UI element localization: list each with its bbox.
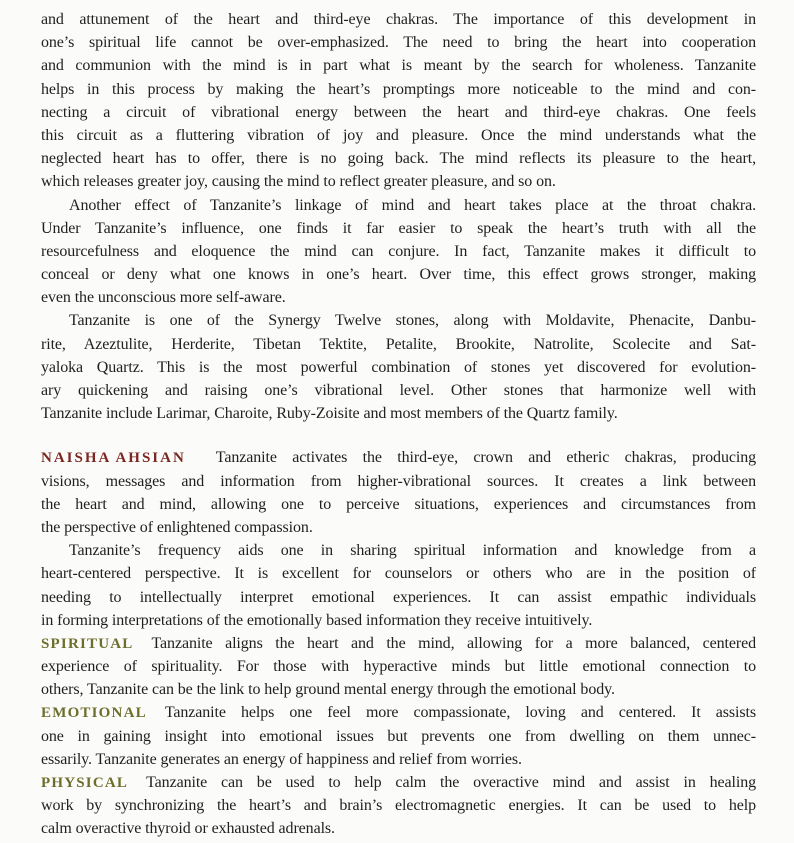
text-line: heart-centered perspective. It is excellent for counselors or others who are in the position of <box>41 565 756 583</box>
text-span: Tanzanite aligns the heart and the mind, allowing for a more balanced, centered <box>151 634 756 652</box>
text-line: in forming interpretations of the emotionally based information they receive intuitively. <box>41 611 593 629</box>
text-line <box>41 771 756 794</box>
text-line: Another effect of Tanzanite’s linkage of mind and heart takes place at the throat chakra. <box>69 196 756 214</box>
section-spiritual <box>41 632 756 702</box>
text-line: calm overactive thyroid or exhausted adrenals. <box>41 820 335 838</box>
text-line: ary quickening and raising one’s vibrational level. Other stones that harmonize well with <box>41 382 756 399</box>
paragraph-throat-chakra <box>41 194 756 310</box>
text-line: and communion with the mind is in part what is meant by the search for wholeness. Tanzanite <box>41 57 756 75</box>
text-line: neglected heart has to offer, there is no going back. The mind reflects its pleasure to the heart, <box>41 150 756 168</box>
author-heading: NAISHA AHSIAN <box>41 450 186 467</box>
text-line: essarily. Tanzanite generates an energy of happiness and relief from worries. <box>41 750 522 768</box>
text-line: others, Tanzanite can be the link to help ground mental energy through the emotional body. <box>41 681 615 699</box>
text-line: Under Tanzanite’s influence, one finds it far easier to speak the heart’s truth with all the <box>41 219 756 237</box>
text-line: Tanzanite is one of the Synergy Twelve stones, along with Moldavite, Phenacite, Danbu- <box>69 312 756 330</box>
section-physical <box>41 771 756 841</box>
text-line: even the unconscious more self-aware. <box>41 289 286 307</box>
text-line: and attunement of the heart and third-eye chakras. The importance of this development in <box>41 11 756 28</box>
text-span: Tanzanite helps one feel more compassionate, loving and centered. It assists <box>164 704 756 722</box>
text-line: which releases greater joy, causing the mind to reflect greater pleasure, and so on. <box>41 173 556 191</box>
text-line: Tanzanite include Larimar, Charoite, Ruby-Zoisite and most members of the Quartz family. <box>41 405 618 423</box>
spiritual-heading: SPIRITUAL <box>41 635 134 652</box>
text-line: Tanzanite’s frequency aids one in sharing spiritual information and knowledge from a <box>69 542 756 560</box>
text-line: yaloka Quartz. This is the most powerful combination of stones yet discovered for evolution- <box>41 358 756 376</box>
text-span: Tanzanite activates the third-eye, crown and etheric chakras, producing <box>215 449 756 467</box>
paragraph-synergy-twelve <box>41 309 756 425</box>
text-line <box>41 632 756 655</box>
text-line: work by synchronizing the heart’s and brain’s electromagnetic energies. It can be used to help <box>41 797 756 815</box>
text-line: one in gaining insight into emotional issues but prevents one from dwelling on them unnec- <box>41 727 756 745</box>
physical-heading: PHYSICAL <box>41 775 129 791</box>
section-emotional <box>41 701 756 771</box>
text-span: Tanzanite can be used to help calm the overactive mind and assist in healing <box>146 774 756 791</box>
text-line: rite, Azeztulite, Herderite, Tibetan Tektite, Petalite, Brookite, Natrolite, Scolecite and Sat- <box>41 335 756 353</box>
text-line: conceal or deny what one knows in one’s heart. Over time, this effect grows stronger, making <box>41 266 756 284</box>
text-line: necting a circuit of vibrational energy between the heart and third-eye chakras. One feels <box>41 103 756 121</box>
text-line: one’s spiritual life cannot be over-emphasized. The need to bring the heart into cooperation <box>41 34 756 52</box>
text-line: resourcefulness and eloquence the mind can conjure. In fact, Tanzanite makes it difficult to <box>41 242 756 260</box>
text-line: this circuit as a fluttering vibration of joy and pleasure. Once the mind understands what the <box>41 126 756 144</box>
text-line: the perspective of enlightened compassion. <box>41 518 313 536</box>
text-line: the heart and mind, allowing one to perceive situations, experiences and circumstances from <box>41 495 756 513</box>
section-naisha-ahsian <box>41 446 756 539</box>
text-line: experience of spirituality. For those with hyperactive minds but little emotional connection to <box>41 658 756 676</box>
emotional-heading: EMOTIONAL <box>41 705 147 722</box>
paragraph-continuation <box>41 8 756 194</box>
text-line: visions, messages and information from higher-vibrational sources. It creates a link between <box>41 472 756 490</box>
text-line: needing to intellectually interpret emotional experiences. It can assist empathic individuals <box>41 588 756 606</box>
text-line <box>41 446 756 469</box>
paragraph-frequency <box>41 539 756 632</box>
text-line: helps in this process by making the heart’s promptings more noticeable to the mind and con- <box>41 80 756 98</box>
text-line <box>41 701 756 724</box>
